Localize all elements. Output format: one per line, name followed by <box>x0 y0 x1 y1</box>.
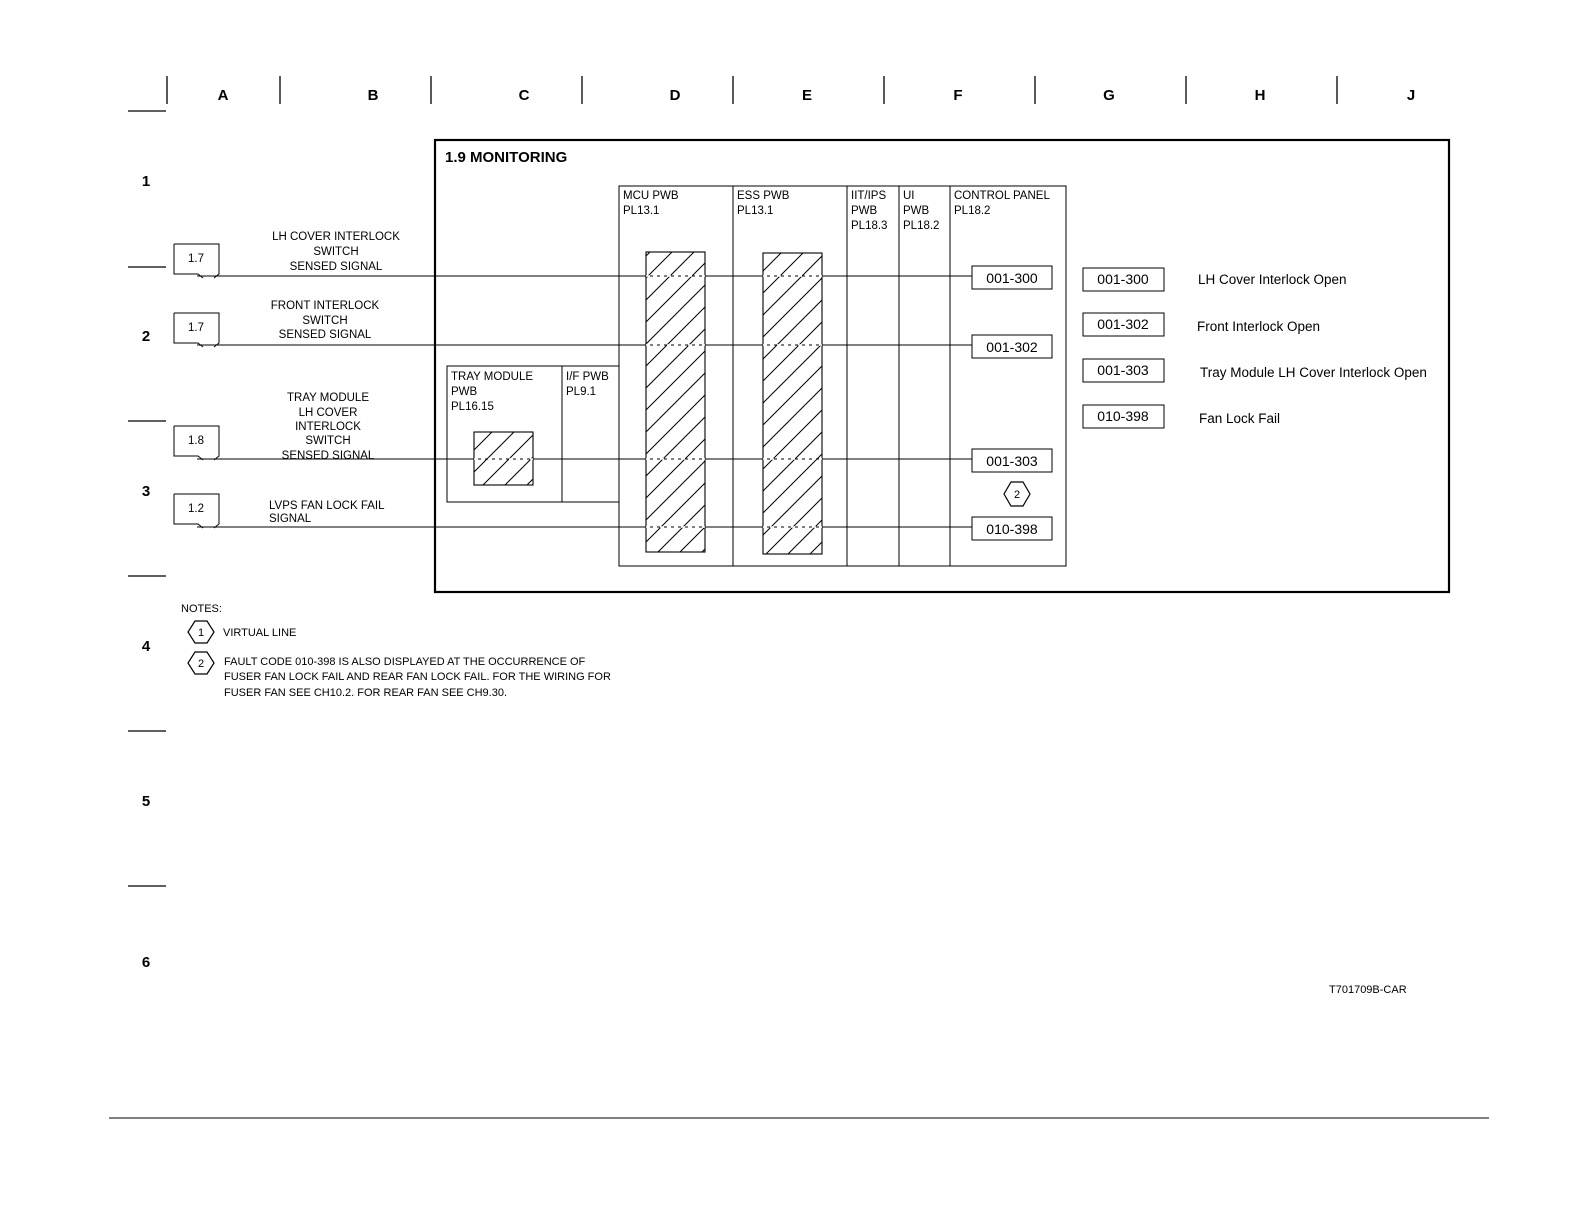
notes <box>181 603 611 699</box>
tray-module-pwb: PWB <box>451 386 478 398</box>
board-labels <box>623 190 1050 232</box>
column-label-b: B <box>367 87 379 104</box>
row-label-4: 4 <box>141 638 151 655</box>
note-2-marker <box>1004 482 1030 506</box>
iit-ips-pwb: PWB <box>851 205 878 217</box>
signal-1-label-line-3: SENSED SIGNAL <box>289 261 383 273</box>
note-2-text-line-2: FUSER FAN LOCK FAIL AND REAR FAN LOCK FAIL. FOR THE WIRING FOR <box>224 671 611 683</box>
legend-code-2: 001-302 <box>1097 316 1149 332</box>
mcu-pwb-label: MCU PWB <box>623 190 679 202</box>
signal-ref-4 <box>174 494 219 528</box>
column-label-h: H <box>1254 87 1266 104</box>
signal-3-label-line-2: LH COVER <box>298 407 358 419</box>
note-2-text-line-3: FUSER FAN SEE CH10.2. FOR REAR FAN SEE CH9.30. <box>224 687 508 699</box>
note-2-marker-text: 2 <box>1013 489 1021 501</box>
tray-module-label: TRAY MODULE <box>451 371 534 383</box>
column-label-e: E <box>801 87 813 104</box>
ui-pwb: PWB <box>903 205 930 217</box>
column-label-f: F <box>953 87 963 104</box>
row-label-3: 3 <box>141 483 151 500</box>
column-label-g: G <box>1103 87 1115 104</box>
row-labels <box>142 173 151 971</box>
control-panel-pl: PL18.2 <box>954 205 991 217</box>
signal-2-label-line-3: SENSED SIGNAL <box>278 329 372 341</box>
control-panel-code-3: 001-303 <box>986 453 1038 469</box>
signal-2-label-line-2: SWITCH <box>302 315 348 327</box>
control-panel-code-2: 001-302 <box>986 339 1038 355</box>
drawing-id: T701709B-CAR <box>1329 984 1407 996</box>
signal-references <box>174 244 219 528</box>
signal-4-label-line-1: LVPS FAN LOCK FAIL <box>269 500 385 512</box>
signal-ref-3-text: 1.8 <box>188 435 204 447</box>
row-label-2: 2 <box>141 328 151 345</box>
signal-3-label-line-1: TRAY MODULE <box>286 392 370 404</box>
note-2-number: 2 <box>197 658 205 670</box>
fault-code-legend <box>1083 268 1427 428</box>
signal-labels <box>269 231 400 525</box>
note-2-text-line-1: FAULT CODE 010-398 IS ALSO DISPLAYED AT THE OCCURRENCE OF <box>224 656 586 668</box>
signal-3-label-line-5: SENSED SIGNAL <box>281 450 375 462</box>
control-panel-code-4: 010-398 <box>986 521 1038 537</box>
ui-pl: PL18.2 <box>903 220 940 232</box>
control-panel-label: CONTROL PANEL <box>954 190 1050 202</box>
column-label-j: J <box>1406 87 1416 104</box>
legend-text-1: LH Cover Interlock Open <box>1198 272 1347 287</box>
signal-ref-1 <box>174 244 219 278</box>
ess-pwb-label: ESS PWB <box>737 190 790 202</box>
legend-code-1: 001-300 <box>1097 271 1149 287</box>
mcu-pwb-pl: PL13.1 <box>623 205 660 217</box>
signal-2-label-line-1: FRONT INTERLOCK <box>270 300 380 312</box>
signal-1-label-line-1: LH COVER INTERLOCK <box>272 231 400 243</box>
column-label-d: D <box>669 87 681 104</box>
legend-code-4: 010-398 <box>1097 408 1149 424</box>
signal-ref-2-text: 1.7 <box>188 322 204 334</box>
signal-ref-2 <box>174 313 219 347</box>
row-label-6: 6 <box>141 954 151 971</box>
ess-pwb-pl: PL13.1 <box>737 205 774 217</box>
signal-3-label-line-3: INTERLOCK <box>295 421 361 433</box>
row-label-1: 1 <box>141 173 151 190</box>
legend-text-3: Tray Module LH Cover Interlock Open <box>1200 365 1427 380</box>
control-panel-code-1: 001-300 <box>986 270 1038 286</box>
diagram-title: 1.9 MONITORING <box>445 149 568 166</box>
note-1-number: 1 <box>197 627 205 639</box>
column-label-a: A <box>217 87 229 104</box>
signal-ref-4-text: 1.2 <box>188 503 204 515</box>
row-label-5: 5 <box>141 793 151 810</box>
signal-ref-1-text: 1.7 <box>188 253 204 265</box>
signal-1-label-line-2: SWITCH <box>313 246 359 258</box>
signal-ref-3 <box>174 426 219 460</box>
legend-text-2: Front Interlock Open <box>1197 319 1321 334</box>
legend-text-4: Fan Lock Fail <box>1199 411 1281 426</box>
iit-ips-pl: PL18.3 <box>851 220 888 232</box>
column-label-c: C <box>518 87 530 104</box>
signal-3-label-line-4: SWITCH <box>305 435 351 447</box>
notes-heading: NOTES: <box>181 603 222 615</box>
column-separators <box>167 76 1337 104</box>
ui-label: UI <box>903 190 915 202</box>
column-labels <box>218 87 1416 104</box>
iit-ips-label: IIT/IPS <box>851 190 887 202</box>
if-pwb-label: I/F PWB <box>566 371 609 383</box>
ess-hatch-block <box>763 253 822 554</box>
legend-code-3: 001-303 <box>1097 362 1149 378</box>
note-1-text: VIRTUAL LINE <box>223 627 297 639</box>
tray-module-pl: PL16.15 <box>451 401 494 413</box>
signal-4-label-line-2: SIGNAL <box>269 513 312 525</box>
mcu-hatch-block <box>646 252 705 552</box>
if-pwb-pl: PL9.1 <box>566 386 597 398</box>
